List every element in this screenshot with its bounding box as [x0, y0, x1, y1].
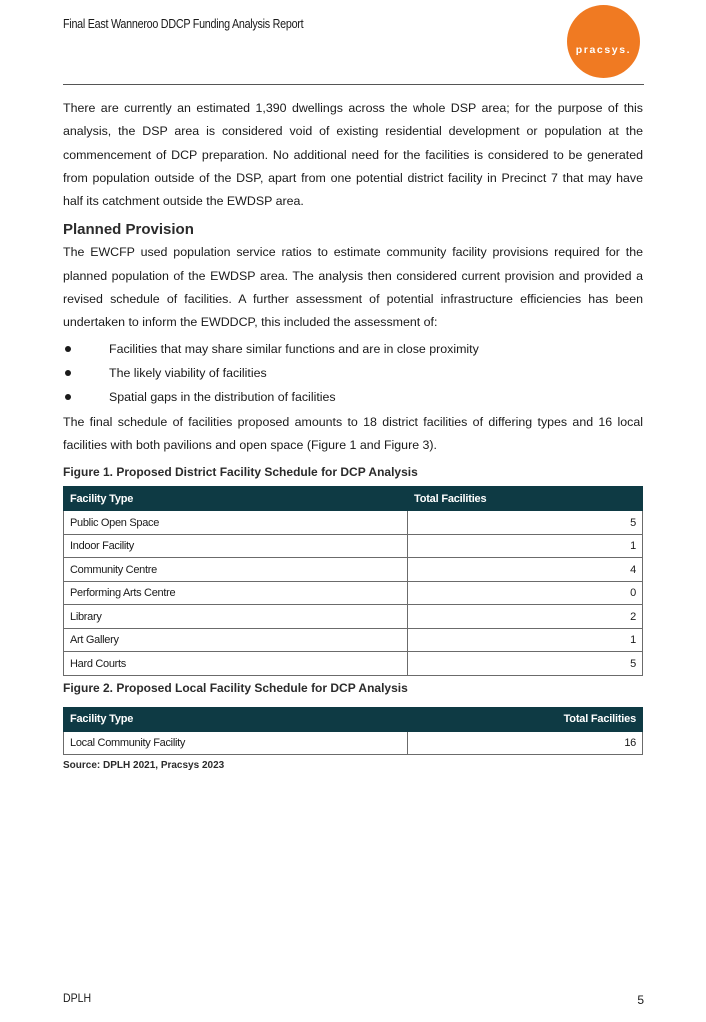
page-content — [63, 97, 643, 771]
bullet-item: Facilities that may share similar functions and are in close proximity — [63, 337, 643, 361]
facility-type-cell: Indoor Facility — [64, 534, 408, 558]
total-facilities-cell: 4 — [408, 558, 643, 582]
page-number: 5 — [637, 993, 644, 1007]
district-facility-table — [63, 486, 643, 676]
local-facility-table — [63, 707, 643, 756]
total-facilities-cell: 2 — [408, 605, 643, 629]
bullet-item: Spatial gaps in the distribution of facilities — [63, 385, 643, 409]
assessment-bullet-list — [63, 337, 643, 409]
table-row — [64, 534, 643, 558]
total-facilities-cell: 0 — [408, 581, 643, 605]
facility-type-cell: Hard Courts — [64, 652, 408, 676]
intro-paragraph: There are currently an estimated 1,390 dwellings across the whole DSP area; for the purpose of this analysis, the DSP area is considered void of existing residential development or population at the commencement of DCP preparation. No additional need for the facilities is considered to be generated from population outside of the DSP, apart from one potential district facility in Precinct 7 that may have half its catchment outside the EWDSP area. — [63, 101, 643, 209]
facility-type-cell: Library — [64, 605, 408, 629]
table-header-row — [64, 487, 643, 511]
total-facilities-cell: 16 — [408, 731, 643, 755]
total-facilities-cell: 1 — [408, 534, 643, 558]
table-row — [64, 652, 643, 676]
facility-type-cell: Local Community Facility — [64, 731, 408, 755]
total-facilities-cell: 1 — [408, 628, 643, 652]
column-header-facility-type: Facility Type — [64, 707, 408, 731]
logo-text: pracsys. — [575, 43, 632, 56]
column-header-total-facilities: Total Facilities — [408, 487, 643, 511]
table-row — [64, 581, 643, 605]
column-header-facility-type: Facility Type — [64, 487, 408, 511]
footer-organisation: DPLH — [63, 991, 92, 1005]
bullet-dot-icon — [65, 346, 71, 352]
table-row — [64, 558, 643, 582]
bullet-dot-icon — [65, 394, 71, 400]
table-header-row — [64, 707, 643, 731]
section-heading-planned-provision: Planned Provision — [63, 221, 194, 239]
total-facilities-cell: 5 — [408, 652, 643, 676]
figure1-caption: Figure 1. Proposed District Facility Schedule for DCP Analysis — [63, 465, 418, 480]
document-header-title: Final East Wanneroo DDCP Funding Analysis Report — [63, 17, 304, 31]
facility-type-cell: Performing Arts Centre — [64, 581, 408, 605]
summary-paragraph: The final schedule of facilities proposed amounts to 18 district facilities of differing types and 16 local facilities with both pavilions and open space (Figure 1 and Figure 3). — [63, 414, 643, 452]
facility-type-cell: Community Centre — [64, 558, 408, 582]
bullet-dot-icon — [65, 370, 71, 376]
table-row — [64, 605, 643, 629]
table-row — [64, 628, 643, 652]
provision-paragraph: The EWCFP used population service ratios to estimate community facility provisions required for the planned population of the EWDSP area. The analysis then considered current provision and provided a revised schedule of facilities. A further assessment of potential infrastructure efficiencies has been undertaken to inform the EWDDCP, this included the assessment of: — [63, 245, 643, 330]
facility-type-cell: Art Gallery — [64, 628, 408, 652]
facility-type-cell: Public Open Space — [64, 511, 408, 535]
figure2-caption: Figure 2. Proposed Local Facility Schedule for DCP Analysis — [63, 680, 408, 695]
table-row — [64, 511, 643, 535]
pracsys-logo — [567, 5, 640, 78]
column-header-total-facilities: Total Facilities — [408, 707, 643, 731]
bullet-item: The likely viability of facilities — [63, 361, 643, 385]
table-row — [64, 731, 643, 755]
source-note: Source: DPLH 2021, Pracsys 2023 — [63, 760, 225, 772]
total-facilities-cell: 5 — [408, 511, 643, 535]
header-divider — [63, 84, 644, 85]
